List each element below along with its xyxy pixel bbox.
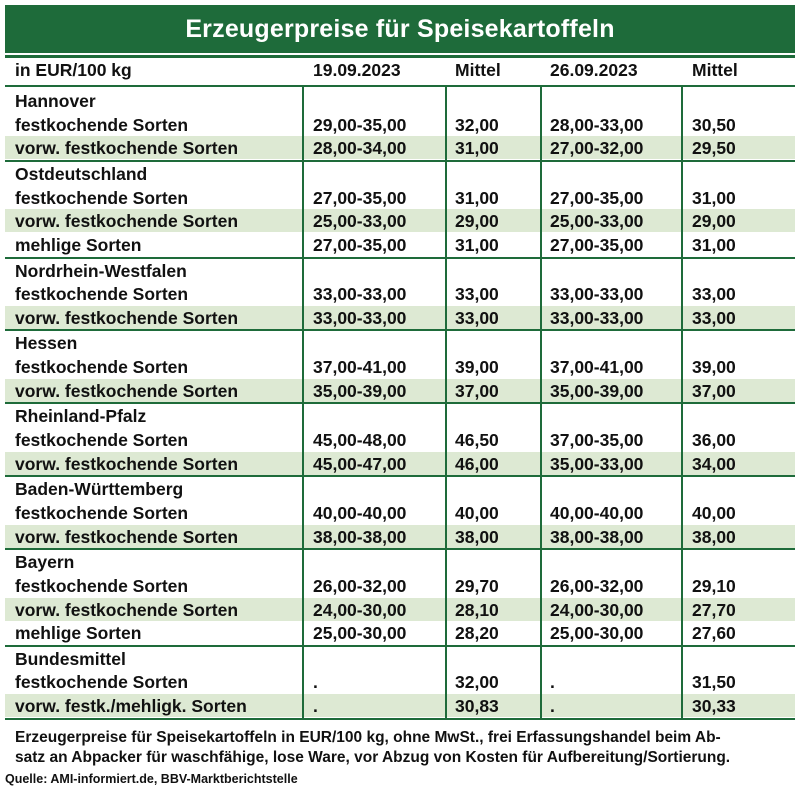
mean-cell-2: 33,00 bbox=[692, 307, 736, 328]
table-row bbox=[5, 186, 795, 209]
mean-cell-1: 37,00 bbox=[455, 380, 499, 401]
range-cell-1: 45,00-48,00 bbox=[313, 430, 407, 450]
range-cell-1: 33,00-33,00 bbox=[313, 307, 407, 328]
range-cell-2: 35,00-33,00 bbox=[550, 453, 644, 474]
table-row bbox=[5, 282, 795, 305]
mean-cell-1: 29,70 bbox=[455, 575, 499, 596]
table-row bbox=[5, 574, 795, 597]
range-cell-1: 25,00-30,00 bbox=[313, 623, 407, 644]
variety-cell: vorw. festkochende Sorten bbox=[15, 211, 239, 232]
region-name: Baden-Württemberg bbox=[15, 479, 184, 500]
mean-cell-2: 31,50 bbox=[692, 672, 736, 693]
variety-cell: festkochende Sorten bbox=[15, 187, 189, 208]
mean-cell-1: 39,00 bbox=[455, 357, 499, 378]
mean-cell-1: 46,50 bbox=[455, 430, 499, 450]
range-cell-2: 38,00-38,00 bbox=[550, 526, 644, 547]
mean-cell-1: 46,00 bbox=[455, 453, 499, 474]
source-note: Quelle: AMI-informiert.de, BBV-Marktberichtstelle bbox=[5, 772, 298, 786]
variety-cell: festkochende Sorten bbox=[15, 114, 189, 135]
range-cell-1: 37,00-41,00 bbox=[313, 357, 407, 378]
row-divider bbox=[5, 402, 795, 404]
variety-cell: vorw. festkochende Sorten bbox=[15, 599, 239, 620]
footnote-line-2: satz an Abpacker für waschfähige, lose Ware, vor Abzug von Kosten für Aufbereitung/Sortierung. bbox=[15, 749, 731, 766]
mean-cell-2: 29,00 bbox=[692, 211, 736, 232]
row-divider bbox=[5, 718, 795, 720]
range-cell-1: 25,00-33,00 bbox=[313, 211, 407, 232]
mean-cell-2: 37,00 bbox=[692, 380, 736, 401]
region-name: Nordrhein-Westfalen bbox=[15, 260, 187, 281]
table-row bbox=[5, 452, 795, 475]
mean-cell-1: 30,83 bbox=[455, 696, 499, 717]
range-cell-2: 25,00-30,00 bbox=[550, 623, 644, 644]
row-divider bbox=[5, 85, 795, 87]
range-cell-1: 26,00-32,00 bbox=[313, 575, 407, 596]
range-cell-2: 25,00-33,00 bbox=[550, 211, 644, 232]
mean-cell-1: 32,00 bbox=[455, 114, 499, 135]
table-row bbox=[5, 621, 795, 644]
mean-cell-1: 29,00 bbox=[455, 211, 499, 232]
range-cell-2: 33,00-33,00 bbox=[550, 284, 644, 305]
table-title bbox=[5, 5, 795, 53]
row-divider bbox=[5, 329, 795, 331]
mean-cell-1: 33,00 bbox=[455, 307, 499, 328]
header-mittel-2: Mittel bbox=[692, 60, 738, 80]
region-heading bbox=[5, 162, 795, 185]
variety-cell: vorw. festkochende Sorten bbox=[15, 453, 239, 474]
header-date-1: 19.09.2023 bbox=[313, 60, 401, 80]
table-row bbox=[5, 306, 795, 329]
region-heading bbox=[5, 259, 795, 282]
variety-cell: vorw. festkochende Sorten bbox=[15, 138, 239, 159]
region-heading bbox=[5, 550, 795, 573]
row-divider bbox=[5, 475, 795, 477]
mean-cell-1: 31,00 bbox=[455, 138, 499, 159]
mean-cell-1: 38,00 bbox=[455, 526, 499, 547]
region-name: Bundesmittel bbox=[15, 648, 126, 669]
variety-cell: vorw. festkochende Sorten bbox=[15, 526, 239, 547]
region-heading bbox=[5, 647, 795, 670]
column-divider bbox=[445, 85, 447, 718]
mean-cell-2: 40,00 bbox=[692, 502, 736, 523]
range-cell-2: 27,00-35,00 bbox=[550, 235, 644, 255]
table-row bbox=[5, 136, 795, 159]
range-cell-1: 28,00-34,00 bbox=[313, 138, 407, 159]
title-text: Erzeugerpreise für Speisekartoffeln bbox=[185, 14, 615, 43]
range-cell-2: 24,00-30,00 bbox=[550, 599, 644, 620]
variety-cell: festkochende Sorten bbox=[15, 502, 189, 523]
range-cell-1: 24,00-30,00 bbox=[313, 599, 407, 620]
mean-cell-2: 36,00 bbox=[692, 430, 736, 450]
row-divider bbox=[5, 548, 795, 550]
range-cell-2: 27,00-32,00 bbox=[550, 138, 644, 159]
mean-cell-1: 28,20 bbox=[455, 623, 499, 644]
range-cell-1: 27,00-35,00 bbox=[313, 235, 407, 255]
mean-cell-1: 31,00 bbox=[455, 187, 499, 208]
variety-cell: festkochende Sorten bbox=[15, 284, 189, 305]
region-name: Ostdeutschland bbox=[15, 163, 148, 184]
header-mittel-1: Mittel bbox=[455, 60, 501, 80]
range-cell-2: 28,00-33,00 bbox=[550, 114, 644, 135]
table-row bbox=[5, 113, 795, 136]
range-cell-1: 45,00-47,00 bbox=[313, 453, 407, 474]
mean-cell-2: 31,00 bbox=[692, 235, 736, 255]
table-row bbox=[5, 501, 795, 524]
mean-cell-1: 31,00 bbox=[455, 235, 499, 255]
column-divider bbox=[540, 85, 542, 718]
range-cell-1: 40,00-40,00 bbox=[313, 502, 407, 523]
mean-cell-2: 30,50 bbox=[692, 114, 736, 135]
variety-cell: vorw. festkochende Sorten bbox=[15, 380, 239, 401]
variety-cell: vorw. festk./mehligk. Sorten bbox=[15, 696, 247, 717]
table-row bbox=[5, 525, 795, 548]
range-cell-2: 37,00-35,00 bbox=[550, 430, 644, 450]
variety-cell: festkochende Sorten bbox=[15, 357, 189, 378]
range-cell-1: 27,00-35,00 bbox=[313, 187, 407, 208]
region-heading bbox=[5, 404, 795, 427]
range-cell-2: 35,00-39,00 bbox=[550, 380, 644, 401]
column-divider bbox=[681, 85, 683, 718]
table-row bbox=[5, 670, 795, 693]
mean-cell-2: 27,70 bbox=[692, 599, 736, 620]
footnote-line-1: Erzeugerpreise für Speisekartoffeln in EUR/100 kg, ohne MwSt., frei Erfassungshandel beim Ab- bbox=[15, 729, 721, 746]
region-heading bbox=[5, 89, 795, 112]
range-cell-2: 37,00-41,00 bbox=[550, 357, 644, 378]
range-cell-1: 38,00-38,00 bbox=[313, 526, 407, 547]
range-cell-1: . bbox=[313, 672, 318, 693]
range-cell-1: . bbox=[313, 696, 318, 717]
mean-cell-2: 38,00 bbox=[692, 526, 736, 547]
variety-cell: festkochende Sorten bbox=[15, 672, 189, 693]
range-cell-1: 33,00-33,00 bbox=[313, 284, 407, 305]
mean-cell-2: 34,00 bbox=[692, 453, 736, 474]
range-cell-2: 33,00-33,00 bbox=[550, 307, 644, 328]
mean-cell-1: 33,00 bbox=[455, 284, 499, 305]
mean-cell-2: 27,60 bbox=[692, 623, 736, 644]
mean-cell-2: 29,10 bbox=[692, 575, 736, 596]
region-name: Hannover bbox=[15, 91, 96, 111]
table-row bbox=[5, 694, 795, 717]
mean-cell-2: 31,00 bbox=[692, 187, 736, 208]
range-cell-2: 40,00-40,00 bbox=[550, 502, 644, 523]
region-heading bbox=[5, 477, 795, 500]
region-heading bbox=[5, 331, 795, 354]
range-cell-2: 26,00-32,00 bbox=[550, 575, 644, 596]
range-cell-2: 27,00-35,00 bbox=[550, 187, 644, 208]
variety-cell: mehlige Sorten bbox=[15, 235, 142, 255]
range-cell-2: . bbox=[550, 672, 555, 693]
region-name: Bayern bbox=[15, 552, 75, 573]
mean-cell-1: 40,00 bbox=[455, 502, 499, 523]
mean-cell-2: 30,33 bbox=[692, 696, 736, 717]
range-cell-2: . bbox=[550, 696, 555, 717]
variety-cell: festkochende Sorten bbox=[15, 575, 189, 596]
mean-cell-2: 33,00 bbox=[692, 284, 736, 305]
footnote bbox=[15, 728, 795, 768]
region-name: Hessen bbox=[15, 333, 78, 354]
table-row bbox=[5, 379, 795, 402]
row-divider bbox=[5, 257, 795, 259]
row-divider bbox=[5, 160, 795, 162]
row-divider bbox=[5, 55, 795, 58]
range-cell-1: 29,00-35,00 bbox=[313, 114, 407, 135]
table-row bbox=[5, 428, 795, 451]
mean-cell-2: 39,00 bbox=[692, 357, 736, 378]
region-name: Rheinland-Pfalz bbox=[15, 406, 147, 427]
row-divider bbox=[5, 645, 795, 647]
mean-cell-1: 32,00 bbox=[455, 672, 499, 693]
table-row bbox=[5, 209, 795, 232]
table-row bbox=[5, 355, 795, 378]
header-unit: in EUR/100 kg bbox=[15, 60, 132, 80]
mean-cell-2: 29,50 bbox=[692, 138, 736, 159]
table-row bbox=[5, 598, 795, 621]
header-date-2: 26.09.2023 bbox=[550, 60, 638, 80]
range-cell-1: 35,00-39,00 bbox=[313, 380, 407, 401]
variety-cell: vorw. festkochende Sorten bbox=[15, 307, 239, 328]
table-row bbox=[5, 233, 795, 256]
mean-cell-1: 28,10 bbox=[455, 599, 499, 620]
column-divider bbox=[302, 85, 304, 718]
variety-cell: mehlige Sorten bbox=[15, 623, 142, 644]
variety-cell: festkochende Sorten bbox=[15, 430, 189, 450]
header-row bbox=[5, 58, 795, 81]
